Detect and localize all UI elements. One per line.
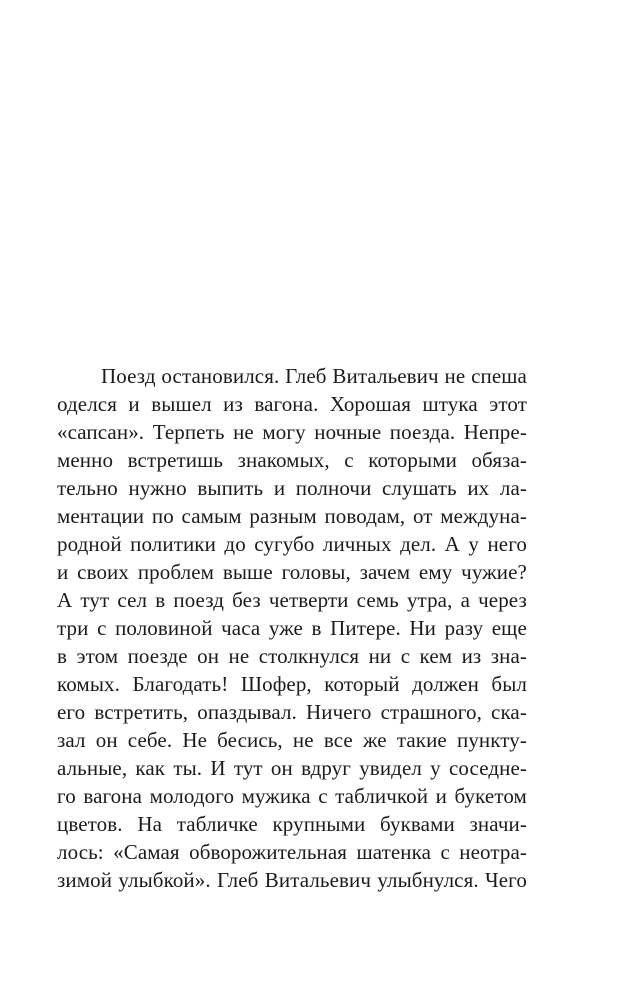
word: вдруг	[301, 756, 351, 780]
word: часа	[221, 616, 261, 640]
word: поводам,	[324, 504, 406, 528]
text-line	[57, 390, 527, 418]
word: улыбнулся.	[377, 868, 479, 892]
text-line	[57, 670, 527, 698]
word: зал	[57, 728, 86, 752]
word: уже	[268, 616, 303, 640]
word: мужика	[241, 784, 311, 808]
word: неотра-	[459, 840, 527, 864]
word: обяза-	[471, 448, 527, 472]
word: проблем	[137, 560, 215, 584]
word: Ничего	[306, 700, 372, 724]
word: был	[491, 672, 527, 696]
word: обворожительная	[189, 840, 348, 864]
word: в	[155, 588, 166, 612]
word: вагона	[83, 784, 143, 808]
word: табличкой	[335, 784, 429, 808]
word: Глеб	[285, 364, 327, 388]
word: улыбкой».	[118, 868, 211, 892]
word: А	[444, 532, 460, 556]
word: знакомых,	[237, 448, 330, 472]
text-line	[57, 642, 527, 670]
word: себе.	[127, 728, 173, 752]
word: ночные	[314, 420, 382, 444]
word: разным	[249, 504, 317, 528]
word: не	[233, 420, 254, 444]
word: до	[224, 532, 246, 556]
word: И	[210, 756, 226, 780]
word: все	[323, 728, 353, 752]
word: шатенка	[356, 840, 432, 864]
word: половиной	[115, 616, 213, 640]
text-line	[57, 558, 527, 586]
word: четверти	[268, 588, 349, 612]
text-line	[57, 866, 527, 894]
word: три	[57, 616, 89, 640]
word: как	[135, 756, 166, 780]
word: Непре-	[463, 420, 527, 444]
word: из	[223, 392, 243, 416]
word: он	[270, 756, 293, 780]
word: с	[400, 644, 411, 668]
word: оделся	[57, 392, 117, 416]
word: альные,	[57, 756, 128, 780]
word: На	[137, 812, 163, 836]
word: страшного,	[380, 700, 482, 724]
text-line	[57, 810, 527, 838]
word: личных	[322, 532, 392, 556]
word: ни	[368, 644, 392, 668]
word: бесись,	[217, 728, 283, 752]
word: увидел	[359, 756, 422, 780]
word: в	[311, 616, 322, 640]
word: Благодать!	[132, 672, 229, 696]
text-line	[57, 474, 527, 502]
word: этом	[76, 644, 119, 668]
word: Витальевич	[264, 868, 372, 892]
word: комых.	[57, 672, 120, 696]
word: должен	[412, 672, 479, 696]
word: родной	[57, 532, 122, 556]
word: с	[440, 840, 450, 864]
word: встретить,	[94, 700, 189, 724]
text-line	[57, 418, 527, 446]
word: выпить	[197, 476, 264, 500]
word: его	[57, 700, 86, 724]
word: зачем	[359, 560, 411, 584]
word: А	[57, 588, 73, 612]
word: го	[57, 784, 76, 808]
word: могу	[262, 420, 306, 444]
word: своих	[77, 560, 129, 584]
word: опаздывал.	[197, 700, 297, 724]
word: сел	[117, 588, 148, 612]
word: букетом	[454, 784, 527, 808]
word: слушать	[382, 476, 457, 500]
word: же	[362, 728, 387, 752]
text-line	[57, 502, 527, 530]
word: ментации	[57, 504, 145, 528]
word: с	[97, 616, 107, 640]
word: не	[228, 644, 250, 668]
word: тельно	[57, 476, 118, 500]
word: вышел	[151, 392, 212, 416]
word: и	[435, 784, 447, 808]
word: и	[273, 476, 286, 500]
word: нужно	[128, 476, 187, 500]
word: Терпеть	[152, 420, 225, 444]
word: головы,	[281, 560, 351, 584]
word: «Самая	[113, 840, 180, 864]
word: у	[468, 532, 479, 556]
word: кем	[419, 644, 453, 668]
text-line	[57, 530, 527, 558]
word: поезда.	[389, 420, 456, 444]
text-line	[57, 726, 527, 754]
word: политики	[130, 532, 216, 556]
word: остановился.	[161, 364, 280, 388]
word: выше	[222, 560, 273, 584]
word: через	[478, 588, 527, 612]
word: полночи	[295, 476, 372, 500]
word: не	[292, 728, 314, 752]
text-line	[57, 838, 527, 866]
word: вагона.	[254, 392, 319, 416]
word: него	[487, 532, 527, 556]
word: еще	[491, 616, 527, 640]
word: поезд	[173, 588, 225, 612]
word: «сапсан».	[57, 420, 145, 444]
word: ему	[418, 560, 453, 584]
word: зимой	[57, 868, 113, 892]
text-line	[57, 698, 527, 726]
word: без	[232, 588, 261, 612]
word: Шофер,	[240, 672, 312, 696]
word: Не	[182, 728, 207, 752]
word: ска-	[491, 700, 527, 724]
word: менно	[57, 448, 114, 472]
text-line	[57, 782, 527, 810]
word: у	[430, 756, 441, 780]
word: из	[461, 644, 482, 668]
word: Глеб	[217, 868, 259, 892]
text-line	[57, 614, 527, 642]
word: тут	[233, 756, 263, 780]
word: ты.	[173, 756, 203, 780]
word: самым	[181, 504, 242, 528]
word: Хорошая	[329, 392, 412, 416]
word: соседне-	[448, 756, 527, 780]
word: штука	[422, 392, 478, 416]
word: ла-	[499, 476, 527, 500]
word: он	[95, 728, 118, 752]
word: пункту-	[456, 728, 527, 752]
text-line	[57, 586, 527, 614]
word: Питере.	[330, 616, 401, 640]
word: междуна-	[440, 504, 527, 528]
word: он	[197, 644, 220, 668]
word: в	[57, 644, 68, 668]
word: утра,	[406, 588, 453, 612]
text-line	[57, 446, 527, 474]
word: значи-	[469, 812, 527, 836]
word: семь	[356, 588, 399, 612]
text-line	[57, 362, 527, 390]
word: цветов.	[57, 812, 123, 836]
word: молодого	[149, 784, 235, 808]
word: тут	[80, 588, 110, 612]
word: от	[412, 504, 433, 528]
word: который	[324, 672, 400, 696]
word: по	[151, 504, 174, 528]
word: Ни	[409, 616, 437, 640]
word: табличке	[176, 812, 258, 836]
word: Витальевич	[332, 364, 439, 388]
word: с	[344, 448, 354, 472]
word: и	[128, 392, 140, 416]
page-text	[57, 362, 527, 894]
word: чужие?	[461, 560, 527, 584]
word: Поезд	[101, 364, 156, 388]
text-line	[57, 754, 527, 782]
word: такие	[396, 728, 447, 752]
word: дел.	[400, 532, 437, 556]
word: лось:	[57, 840, 104, 864]
word: столкнулся	[258, 644, 360, 668]
word: разу	[444, 616, 484, 640]
word: не	[444, 364, 466, 388]
word: и	[57, 560, 69, 584]
word: с	[318, 784, 328, 808]
word: а	[460, 588, 470, 612]
word: спеша	[471, 364, 527, 388]
word: сугубо	[254, 532, 315, 556]
word: их	[467, 476, 490, 500]
word: встретишь	[127, 448, 224, 472]
word: которыми	[368, 448, 457, 472]
word: буквами	[380, 812, 455, 836]
word: этот	[489, 392, 527, 416]
word: поезде	[127, 644, 188, 668]
word: крупными	[272, 812, 366, 836]
word: зна-	[490, 644, 527, 668]
word: Чего	[484, 868, 527, 892]
